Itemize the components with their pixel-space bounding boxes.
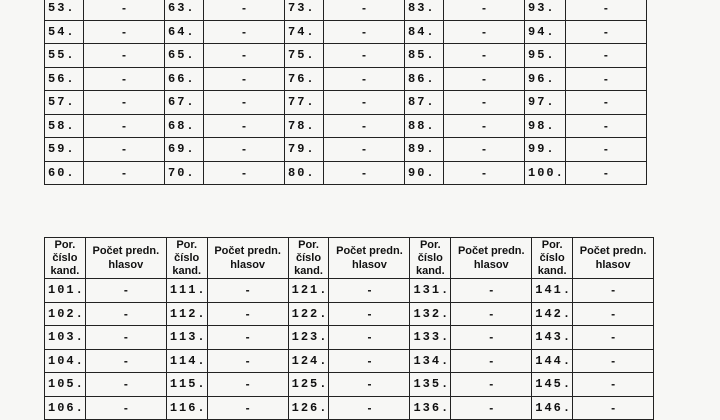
vote-count-cell: - — [84, 67, 165, 91]
vote-count-cell: - — [329, 349, 410, 373]
candidate-number-cell: 126. — [288, 396, 329, 420]
candidate-number-cell: 77. — [285, 91, 324, 115]
candidate-number-cell: 56. — [45, 67, 84, 91]
vote-count-cell: - — [84, 114, 165, 138]
candidate-number-cell: 78. — [285, 114, 324, 138]
candidate-number-cell: 55. — [45, 44, 84, 68]
vote-count-cell: - — [85, 373, 166, 397]
vote-count-cell: - — [207, 373, 288, 397]
table-row — [45, 302, 654, 326]
candidate-number-cell: 70. — [165, 161, 204, 185]
candidate-number-cell: 133. — [410, 326, 451, 350]
table-row — [45, 326, 654, 350]
candidate-number-cell: 141. — [532, 279, 573, 303]
vote-count-cell: - — [451, 302, 532, 326]
vote-count-cell: - — [84, 20, 165, 44]
candidate-number-cell: 79. — [285, 138, 324, 162]
candidate-number-cell: 53. — [45, 0, 84, 20]
candidate-number-cell: 68. — [165, 114, 204, 138]
candidate-number-cell: 90. — [405, 161, 444, 185]
vote-count-cell: - — [84, 0, 165, 20]
candidate-number-cell: 142. — [532, 302, 573, 326]
vote-count-cell: - — [451, 349, 532, 373]
vote-count-cell: - — [565, 0, 646, 20]
vote-count-cell: - — [451, 279, 532, 303]
candidate-number-cell: 124. — [288, 349, 329, 373]
vote-count-cell: - — [444, 20, 525, 44]
vote-count-cell: - — [204, 91, 285, 115]
candidate-number-cell: 54. — [45, 20, 84, 44]
candidate-number-cell: 102. — [45, 302, 86, 326]
candidate-number-cell: 144. — [532, 349, 573, 373]
header-preferential-votes: Počet predn. hlasov — [329, 238, 410, 279]
table-row — [45, 373, 654, 397]
vote-count-cell: - — [573, 349, 654, 373]
vote-count-cell: - — [204, 20, 285, 44]
header-preferential-votes: Počet predn. hlasov — [573, 238, 654, 279]
candidate-number-cell: 76. — [285, 67, 324, 91]
candidate-number-cell: 95. — [525, 44, 566, 68]
candidate-number-cell: 94. — [525, 20, 566, 44]
vote-count-cell: - — [565, 67, 646, 91]
candidate-number-cell: 84. — [405, 20, 444, 44]
vote-count-cell: - — [207, 396, 288, 420]
votes-table-header — [45, 238, 654, 279]
vote-count-cell: - — [565, 20, 646, 44]
vote-count-cell: - — [207, 349, 288, 373]
vote-count-cell: - — [204, 0, 285, 20]
candidate-number-cell: 131. — [410, 279, 451, 303]
candidate-number-cell: 87. — [405, 91, 444, 115]
vote-count-cell: - — [204, 114, 285, 138]
table-row — [45, 91, 647, 115]
candidate-number-cell: 59. — [45, 138, 84, 162]
candidate-number-cell: 113. — [166, 326, 207, 350]
vote-count-cell: - — [573, 279, 654, 303]
header-preferential-votes: Počet predn. hlasov — [207, 238, 288, 279]
table-row — [45, 44, 647, 68]
vote-count-cell: - — [329, 326, 410, 350]
vote-count-cell: - — [565, 44, 646, 68]
candidate-number-cell: 135. — [410, 373, 451, 397]
candidate-number-cell: 98. — [525, 114, 566, 138]
candidate-number-cell: 89. — [405, 138, 444, 162]
candidate-number-cell: 115. — [166, 373, 207, 397]
vote-count-cell: - — [84, 44, 165, 68]
candidate-number-cell: 58. — [45, 114, 84, 138]
table-row — [45, 0, 647, 20]
vote-count-cell: - — [444, 91, 525, 115]
vote-count-cell: - — [324, 20, 405, 44]
candidate-number-cell: 96. — [525, 67, 566, 91]
vote-count-cell: - — [451, 373, 532, 397]
vote-count-cell: - — [565, 161, 646, 185]
table-row — [45, 67, 647, 91]
vote-count-cell: - — [444, 161, 525, 185]
vote-count-cell: - — [324, 0, 405, 20]
candidate-number-cell: 93. — [525, 0, 566, 20]
votes-table-bottom — [44, 237, 654, 420]
vote-count-cell: - — [204, 44, 285, 68]
table-row — [45, 138, 647, 162]
candidate-number-cell: 123. — [288, 326, 329, 350]
candidate-number-cell: 66. — [165, 67, 204, 91]
header-candidate-number: Por. číslo kand. — [166, 238, 207, 279]
vote-count-cell: - — [565, 91, 646, 115]
candidate-number-cell: 80. — [285, 161, 324, 185]
candidate-number-cell: 111. — [166, 279, 207, 303]
candidate-number-cell: 122. — [288, 302, 329, 326]
candidate-number-cell: 88. — [405, 114, 444, 138]
table-row — [45, 349, 654, 373]
candidate-number-cell: 83. — [405, 0, 444, 20]
vote-count-cell: - — [329, 302, 410, 326]
candidate-number-cell: 74. — [285, 20, 324, 44]
header-candidate-number: Por. číslo kand. — [288, 238, 329, 279]
table-row — [45, 20, 647, 44]
vote-count-cell: - — [207, 326, 288, 350]
vote-count-cell: - — [207, 279, 288, 303]
vote-count-cell: - — [85, 279, 166, 303]
table-row — [45, 279, 654, 303]
vote-count-cell: - — [451, 396, 532, 420]
candidate-number-cell: 136. — [410, 396, 451, 420]
vote-count-cell: - — [204, 161, 285, 185]
header-row — [45, 238, 654, 279]
vote-count-cell: - — [329, 373, 410, 397]
header-candidate-number: Por. číslo kand. — [410, 238, 451, 279]
vote-count-cell: - — [85, 326, 166, 350]
candidate-number-cell: 114. — [166, 349, 207, 373]
candidate-number-cell: 125. — [288, 373, 329, 397]
vote-count-cell: - — [565, 138, 646, 162]
candidate-number-cell: 69. — [165, 138, 204, 162]
table-row — [45, 396, 654, 420]
vote-count-cell: - — [207, 302, 288, 326]
vote-count-cell: - — [329, 279, 410, 303]
candidate-number-cell: 97. — [525, 91, 566, 115]
vote-count-cell: - — [85, 302, 166, 326]
candidate-number-cell: 99. — [525, 138, 566, 162]
candidate-number-cell: 146. — [532, 396, 573, 420]
vote-count-cell: - — [324, 114, 405, 138]
vote-count-cell: - — [573, 302, 654, 326]
candidate-number-cell: 134. — [410, 349, 451, 373]
candidate-number-cell: 101. — [45, 279, 86, 303]
vote-count-cell: - — [451, 326, 532, 350]
candidate-number-cell: 85. — [405, 44, 444, 68]
candidate-number-cell: 73. — [285, 0, 324, 20]
candidate-number-cell: 132. — [410, 302, 451, 326]
candidate-number-cell: 103. — [45, 326, 86, 350]
vote-count-cell: - — [84, 138, 165, 162]
vote-count-cell: - — [324, 44, 405, 68]
candidate-number-cell: 143. — [532, 326, 573, 350]
table-row — [45, 114, 647, 138]
candidate-number-cell: 105. — [45, 373, 86, 397]
vote-count-cell: - — [444, 114, 525, 138]
vote-count-cell: - — [324, 91, 405, 115]
vote-count-cell: - — [204, 138, 285, 162]
vote-count-cell: - — [444, 0, 525, 20]
vote-count-cell: - — [84, 91, 165, 115]
votes-table-bottom-body — [45, 279, 654, 420]
candidate-number-cell: 57. — [45, 91, 84, 115]
vote-count-cell: - — [324, 138, 405, 162]
candidate-number-cell: 63. — [165, 0, 204, 20]
vote-count-cell: - — [573, 373, 654, 397]
candidate-number-cell: 100. — [525, 161, 566, 185]
candidate-number-cell: 104. — [45, 349, 86, 373]
vote-count-cell: - — [85, 396, 166, 420]
candidate-number-cell: 112. — [166, 302, 207, 326]
vote-count-cell: - — [444, 67, 525, 91]
votes-table-top-body — [45, 0, 647, 185]
vote-count-cell: - — [444, 44, 525, 68]
candidate-number-cell: 145. — [532, 373, 573, 397]
header-candidate-number: Por. číslo kand. — [45, 238, 86, 279]
header-candidate-number: Por. číslo kand. — [532, 238, 573, 279]
header-preferential-votes: Počet predn. hlasov — [451, 238, 532, 279]
vote-count-cell: - — [204, 67, 285, 91]
candidate-number-cell: 106. — [45, 396, 86, 420]
vote-count-cell: - — [324, 67, 405, 91]
candidate-number-cell: 65. — [165, 44, 204, 68]
vote-count-cell: - — [573, 326, 654, 350]
candidate-number-cell: 60. — [45, 161, 84, 185]
vote-count-cell: - — [444, 138, 525, 162]
vote-count-cell: - — [84, 161, 165, 185]
vote-count-cell: - — [565, 114, 646, 138]
candidate-number-cell: 121. — [288, 279, 329, 303]
candidate-number-cell: 64. — [165, 20, 204, 44]
table-row — [45, 161, 647, 185]
candidate-number-cell: 86. — [405, 67, 444, 91]
header-preferential-votes: Počet predn. hlasov — [85, 238, 166, 279]
vote-count-cell: - — [85, 349, 166, 373]
candidate-number-cell: 67. — [165, 91, 204, 115]
vote-count-cell: - — [329, 396, 410, 420]
candidate-number-cell: 75. — [285, 44, 324, 68]
vote-count-cell: - — [324, 161, 405, 185]
votes-table-top — [44, 0, 647, 185]
vote-count-cell: - — [573, 396, 654, 420]
candidate-number-cell: 116. — [166, 396, 207, 420]
